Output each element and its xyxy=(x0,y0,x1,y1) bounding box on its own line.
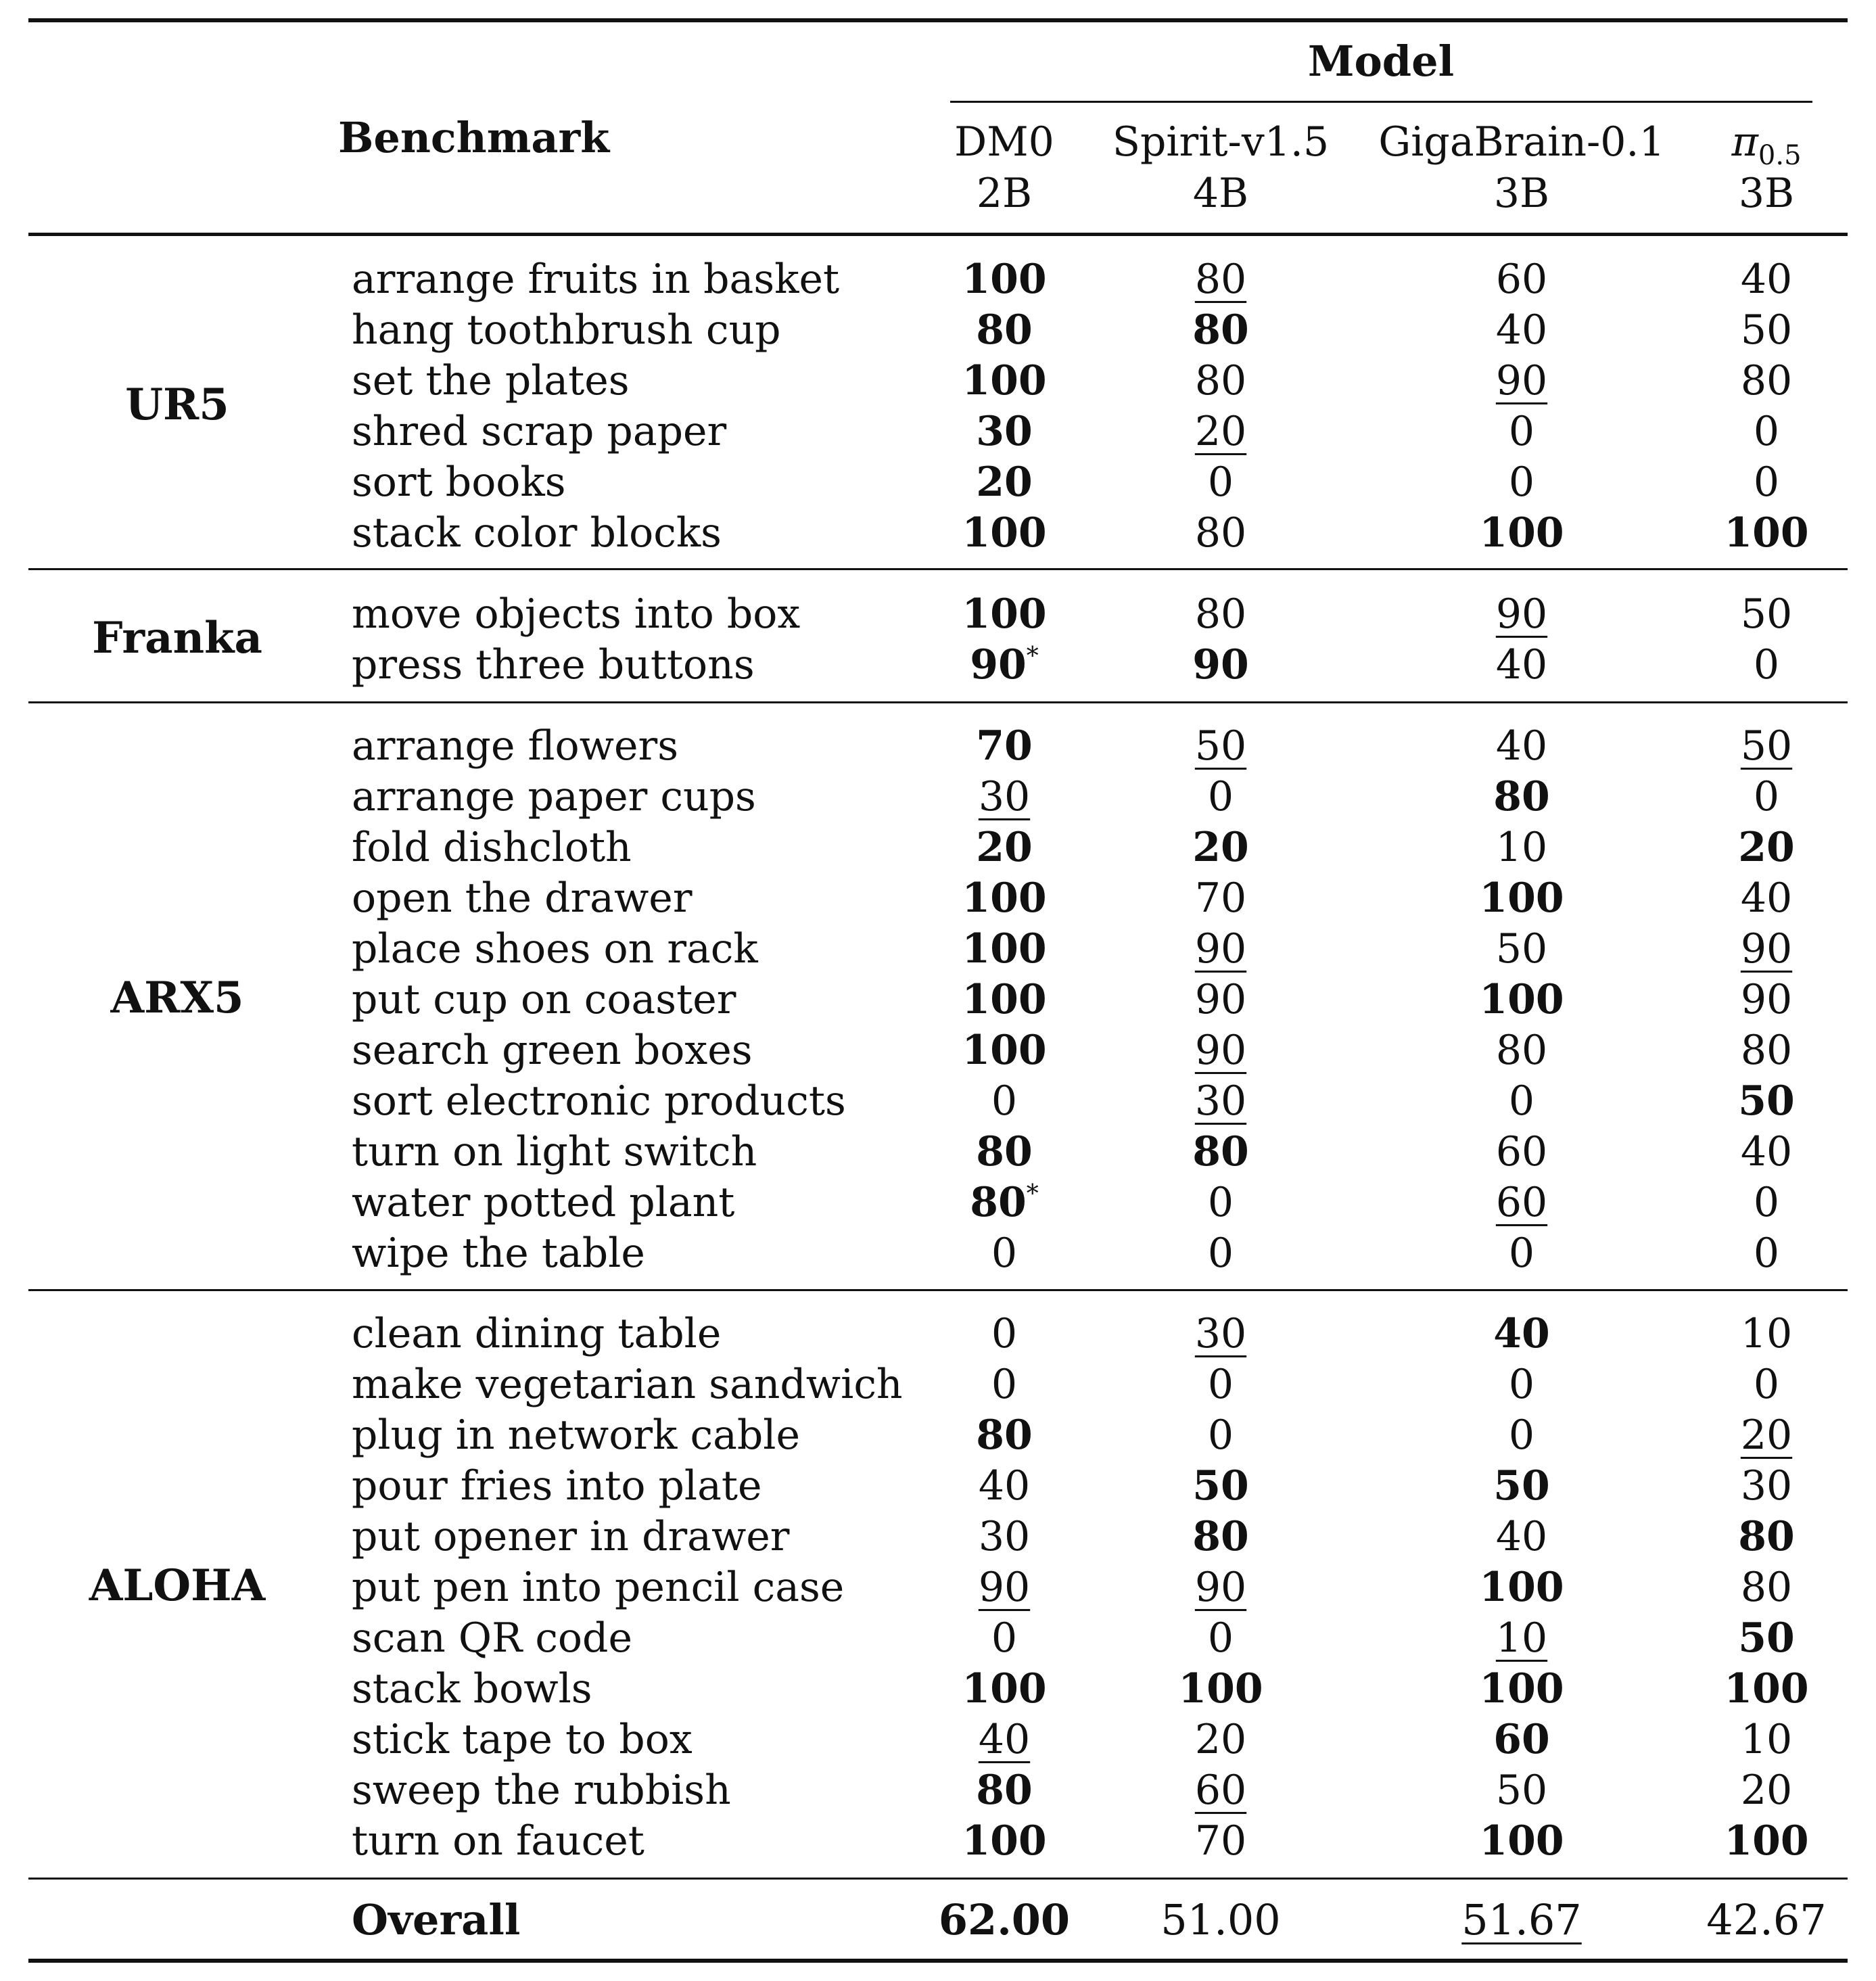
score-cell: 20 xyxy=(1740,1412,1793,1459)
score-cell: 0 xyxy=(1207,1412,1234,1459)
score-cell: 30 xyxy=(1740,1462,1793,1510)
group-rule-3 xyxy=(28,1289,1848,1291)
score-cell: 60 xyxy=(1194,1767,1247,1814)
score-cell: 20 xyxy=(976,824,1033,871)
score-cell: 100 xyxy=(1178,1665,1263,1712)
score-cell: 20 xyxy=(1740,1767,1793,1814)
task-label: hang toothbrush cup xyxy=(352,306,781,354)
score-cell: 0 xyxy=(1207,1179,1234,1226)
score-cell: 40 xyxy=(1495,306,1548,354)
score-cell: 100 xyxy=(962,256,1047,303)
task-label: water potted plant xyxy=(352,1179,735,1226)
task-label: put pen into pencil case xyxy=(352,1564,845,1611)
score-cell: 0 xyxy=(1753,1230,1780,1277)
task-label: place shoes on rack xyxy=(352,925,758,973)
score-cell: 100 xyxy=(962,357,1047,404)
score-cell: 0 xyxy=(1753,641,1780,689)
pi-symbol: π xyxy=(1731,118,1758,166)
score-cell: 30 xyxy=(1194,1310,1247,1357)
group-label: ALOHA xyxy=(89,1560,266,1611)
score-cell: 90 xyxy=(978,1564,1031,1611)
score-cell: 80 xyxy=(1740,1027,1793,1074)
score-cell: 80 xyxy=(976,1767,1033,1814)
score-cell: 40 xyxy=(1740,1128,1793,1175)
score-cell: 100 xyxy=(1479,976,1564,1023)
score-cell: 100 xyxy=(1479,1564,1564,1611)
group-label: ARX5 xyxy=(110,973,244,1023)
score-cell: 40 xyxy=(978,1716,1031,1763)
score-cell: 50 xyxy=(1495,1767,1548,1814)
model-name-pi xyxy=(1731,118,1802,171)
task-label: scan QR code xyxy=(352,1614,632,1662)
score-cell: 100 xyxy=(1479,1817,1564,1865)
score-cell: 40 xyxy=(978,1462,1031,1510)
task-label: wipe the table xyxy=(352,1230,645,1277)
score-cell: 80 xyxy=(1194,509,1247,557)
task-label: turn on light switch xyxy=(352,1128,757,1175)
model-size-dm0: 2B xyxy=(976,170,1033,217)
task-label: stick tape to box xyxy=(352,1716,693,1763)
task-label: plug in network cable xyxy=(352,1412,800,1459)
score-cell: 50 xyxy=(1738,1614,1795,1662)
score-cell: 80 xyxy=(1194,256,1247,303)
score-cell: 70 xyxy=(1194,875,1247,922)
score-cell: 100 xyxy=(962,509,1047,557)
score-cell: 30 xyxy=(1194,1077,1247,1125)
model-header: Model xyxy=(1307,37,1455,86)
score-cell: 30 xyxy=(976,408,1033,455)
score-cell: 90 xyxy=(1194,925,1247,973)
score-cell: 40 xyxy=(1740,875,1793,922)
score-cell: 0 xyxy=(1508,1361,1535,1408)
score-cell: 0 xyxy=(991,1310,1018,1357)
score-cell: 0 xyxy=(1207,1230,1234,1277)
score-cell: 50 xyxy=(1493,1462,1550,1510)
bottom-rule xyxy=(28,1959,1848,1963)
model-cmidrule xyxy=(950,101,1812,103)
score-cell: 0 xyxy=(1753,459,1780,506)
score-cell: 0 xyxy=(1508,1230,1535,1277)
score-cell: 100 xyxy=(1479,509,1564,557)
task-label: sort books xyxy=(352,459,566,506)
score-cell: 80 xyxy=(976,1412,1033,1459)
score-cell: 50 xyxy=(1740,590,1793,638)
score-cell: 10 xyxy=(1740,1716,1793,1763)
score-cell: 80 xyxy=(1192,306,1249,354)
score-cell: 90 xyxy=(1192,641,1249,689)
score-cell: 0 xyxy=(991,1361,1018,1408)
task-label: sort electronic products xyxy=(352,1077,846,1125)
top-rule xyxy=(28,18,1848,22)
score-cell: 80 xyxy=(1192,1128,1249,1175)
score-cell: 80 xyxy=(1194,590,1247,638)
score-cell: 90 xyxy=(1194,1564,1247,1611)
score-cell: 100 xyxy=(962,925,1047,973)
task-label: shred scrap paper xyxy=(352,408,727,455)
overall-rule xyxy=(28,1878,1848,1880)
score-cell: 10 xyxy=(1495,1614,1548,1662)
model-size-pi: 3B xyxy=(1738,170,1795,217)
score-cell: 20 xyxy=(1192,824,1249,871)
score-cell: 80 xyxy=(1740,1564,1793,1611)
score-cell: 90 xyxy=(1194,976,1247,1023)
score-cell: 0 xyxy=(1753,1179,1780,1226)
model-size-gigabrain: 3B xyxy=(1493,170,1550,217)
score-cell: 20 xyxy=(1194,408,1247,455)
score-cell: 50 xyxy=(1740,306,1793,354)
group-rule-2 xyxy=(28,701,1848,703)
score-cell: 0 xyxy=(1207,1614,1234,1662)
model-name-dm0: DM0 xyxy=(954,118,1054,166)
score-cell: 100 xyxy=(1724,1665,1809,1712)
score-cell: 100 xyxy=(962,875,1047,922)
score-cell: 0 xyxy=(1207,1361,1234,1408)
score-cell: 10 xyxy=(1495,824,1548,871)
score-cell: 100 xyxy=(1724,509,1809,557)
score-cell: 60 xyxy=(1495,1179,1548,1226)
overall-score-cell: 51.67 xyxy=(1461,1895,1582,1944)
score-cell: 50 xyxy=(1194,722,1247,770)
score-cell: 90 xyxy=(1495,357,1548,404)
score-cell: 100 xyxy=(962,1027,1047,1074)
task-label: turn on faucet xyxy=(352,1817,644,1865)
score-cell: 80 xyxy=(976,306,1033,354)
score-cell: 20 xyxy=(976,459,1033,506)
task-label: arrange fruits in basket xyxy=(352,256,840,303)
score-cell: 100 xyxy=(962,1665,1047,1712)
overall-score-cell: 62.00 xyxy=(938,1895,1071,1944)
score-cell: 100 xyxy=(962,590,1047,638)
score-cell: 40 xyxy=(1495,641,1548,689)
model-name-gigabrain: GigaBrain-0.1 xyxy=(1378,118,1665,166)
score-cell: 0 xyxy=(1508,1412,1535,1459)
task-label: pour fries into plate xyxy=(352,1462,762,1510)
score-cell: 90 xyxy=(1740,976,1793,1023)
score-cell: 0 xyxy=(991,1077,1018,1125)
score-cell: 0 xyxy=(1508,1077,1535,1125)
score-cell: 40 xyxy=(1740,256,1793,303)
task-label: arrange flowers xyxy=(352,722,679,770)
score-cell: 40 xyxy=(1495,1513,1548,1560)
score-cell: 100 xyxy=(1724,1817,1809,1865)
score-cell: 80* xyxy=(970,1179,1039,1226)
score-cell: 90 xyxy=(1495,590,1548,638)
score-cell: 80 xyxy=(1738,1513,1795,1560)
score-cell: 0 xyxy=(991,1230,1018,1277)
score-cell: 0 xyxy=(991,1614,1018,1662)
task-label: make vegetarian sandwich xyxy=(352,1361,903,1408)
model-name-spirit: Spirit-v1.5 xyxy=(1112,118,1330,166)
score-cell: 100 xyxy=(1479,875,1564,922)
score-cell: 30 xyxy=(978,1513,1031,1560)
score-cell: 0 xyxy=(1753,408,1780,455)
score-cell: 100 xyxy=(962,1817,1047,1865)
score-cell: 60 xyxy=(1495,256,1548,303)
score-cell: 30 xyxy=(978,773,1031,820)
score-cell: 60 xyxy=(1495,1128,1548,1175)
score-cell: 20 xyxy=(1738,824,1795,871)
header-rule xyxy=(28,233,1848,236)
task-label: fold dishcloth xyxy=(352,824,632,871)
score-cell: 80 xyxy=(1493,773,1550,820)
score-cell: 40 xyxy=(1493,1310,1550,1357)
overall-score-cell: 51.00 xyxy=(1160,1895,1281,1944)
task-label: stack color blocks xyxy=(352,509,722,557)
score-cell: 90 xyxy=(1194,1027,1247,1074)
benchmark-header: Benchmark xyxy=(338,113,610,162)
score-cell: 80 xyxy=(1495,1027,1548,1074)
score-cell: 100 xyxy=(962,976,1047,1023)
score-cell: 80 xyxy=(1194,357,1247,404)
model-size-spirit: 4B xyxy=(1192,170,1249,217)
overall-label: Overall xyxy=(352,1895,521,1944)
score-cell: 90* xyxy=(970,641,1039,689)
task-label: press three buttons xyxy=(352,641,755,689)
score-cell: 80 xyxy=(1192,1513,1249,1560)
score-cell: 80 xyxy=(976,1128,1033,1175)
score-cell: 0 xyxy=(1207,459,1234,506)
task-label: open the drawer xyxy=(352,875,693,922)
score-cell: 90 xyxy=(1740,925,1793,973)
task-label: stack bowls xyxy=(352,1665,592,1712)
score-cell: 20 xyxy=(1194,1716,1247,1763)
group-rule-1 xyxy=(28,568,1848,570)
task-label: search green boxes xyxy=(352,1027,753,1074)
score-cell: 60 xyxy=(1493,1716,1550,1763)
score-cell: 0 xyxy=(1508,408,1535,455)
group-label: UR5 xyxy=(125,379,229,430)
task-label: clean dining table xyxy=(352,1310,722,1357)
score-cell: 50 xyxy=(1192,1462,1249,1510)
score-cell: 0 xyxy=(1753,1361,1780,1408)
task-label: sweep the rubbish xyxy=(352,1767,731,1814)
score-cell: 40 xyxy=(1495,722,1548,770)
score-cell: 0 xyxy=(1207,773,1234,820)
score-cell: 50 xyxy=(1495,925,1548,973)
score-cell: 70 xyxy=(976,722,1033,770)
score-cell: 0 xyxy=(1508,459,1535,506)
score-cell: 50 xyxy=(1738,1077,1795,1125)
score-cell: 80 xyxy=(1740,357,1793,404)
group-label: Franka xyxy=(92,612,262,663)
task-label: arrange paper cups xyxy=(352,773,756,820)
task-label: put opener in drawer xyxy=(352,1513,790,1560)
score-cell: 50 xyxy=(1740,722,1793,770)
task-label: set the plates xyxy=(352,357,630,404)
pi-subscript: 0.5 xyxy=(1758,140,1802,171)
score-cell: 100 xyxy=(1479,1665,1564,1712)
score-cell: 10 xyxy=(1740,1310,1793,1357)
score-cell: 70 xyxy=(1194,1817,1247,1865)
task-label: move objects into box xyxy=(352,590,801,638)
score-cell: 0 xyxy=(1753,773,1780,820)
task-label: put cup on coaster xyxy=(352,976,736,1023)
overall-score-cell: 42.67 xyxy=(1706,1895,1827,1944)
